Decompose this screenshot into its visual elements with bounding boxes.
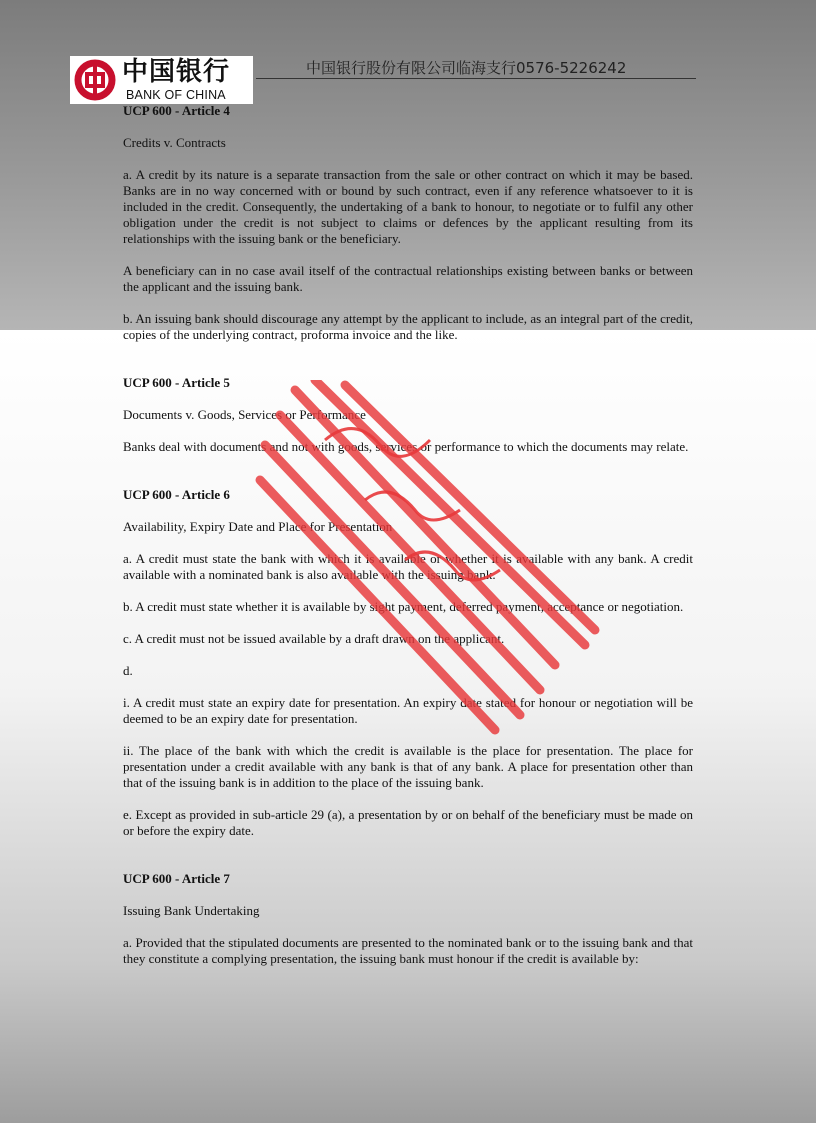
article-6-paragraph-d: d.	[123, 663, 133, 678]
article-6-paragraph-a: a. A credit must state the bank with which it is available or whether it is available with any bank. A credit available with a nominated bank is also available with the issuing bank.	[123, 551, 693, 582]
article-4-paragraph-b: b. An issuing bank should discourage any attempt by the applicant to include, as an integral part of the credit, copies of the underlying contract, proforma invoice and the like.	[123, 311, 693, 342]
article-7-heading: UCP 600 - Article 7	[123, 871, 230, 886]
article-5-paragraph: Banks deal with documents and not with goods, services or performance to which the documents may relate.	[123, 439, 689, 454]
header-rule	[256, 78, 696, 79]
article-6-paragraph-e: e. Except as provided in sub-article 29 (a), a presentation by or on behalf of the beneficiary must be made on or before the expiry date.	[123, 807, 693, 838]
article-4-paragraph-a: a. A credit by its nature is a separate transaction from the sale or other contract on which it may be based. Banks are in no way concerned with or bound by such contract, even if any reference whatsoever to it is included in the credit. Consequently, the undertaking of a bank to honour, to negotiate or to fulfil any other obligation under the credit is not subject to claims or defences by the applicant resulting from its relationships with the issuing bank or the beneficiary.	[123, 167, 693, 246]
bank-of-china-logo	[70, 56, 253, 104]
logo-english-name: BANK OF CHINA	[126, 88, 226, 102]
article-6-subtitle: Availability, Expiry Date and Place for Presentation	[123, 519, 393, 534]
article-7-subtitle: Issuing Bank Undertaking	[123, 903, 260, 918]
article-6-paragraph-d-i: i. A credit must state an expiry date for presentation. An expiry date stated for honour or negotiation will be deemed to be an expiry date for presentation.	[123, 695, 693, 726]
document-body	[123, 103, 693, 967]
page-header	[70, 56, 696, 106]
article-4-paragraph-beneficiary: A beneficiary can in no case avail itself of the contractual relationships existing between banks or between the applicant and the issuing bank.	[123, 263, 693, 294]
article-5-heading: UCP 600 - Article 5	[123, 375, 230, 390]
article-6-paragraph-b: b. A credit must state whether it is available by sight payment, deferred payment, acceptance or negotiation.	[123, 599, 684, 614]
article-4-subtitle: Credits v. Contracts	[123, 135, 226, 150]
article-7-paragraph-a: a. Provided that the stipulated documents are presented to the nominated bank or to the issuing bank and that they constitute a complying presentation, the issuing bank must honour if the credit is available by:	[123, 935, 693, 966]
article-5-subtitle: Documents v. Goods, Services or Performance	[123, 407, 366, 422]
logo-chinese-name: 中国银行	[122, 57, 231, 87]
article-6-heading: UCP 600 - Article 6	[123, 487, 230, 502]
bank-of-china-emblem-icon	[74, 59, 116, 101]
article-6-paragraph-c: c. A credit must not be issued available by a draft drawn on the applicant.	[123, 631, 505, 646]
article-6-paragraph-d-ii: ii. The place of the bank with which the credit is available is the place for presentation. The place for presentation under a credit available with any bank is that of any bank. A place for presentation other than that of the issuing bank is in addition to the place of the issuing bank.	[123, 743, 693, 790]
article-4-heading: UCP 600 - Article 4	[123, 103, 230, 118]
branch-contact-line: 中国银行股份有限公司临海支行0576-5226242	[306, 59, 627, 77]
